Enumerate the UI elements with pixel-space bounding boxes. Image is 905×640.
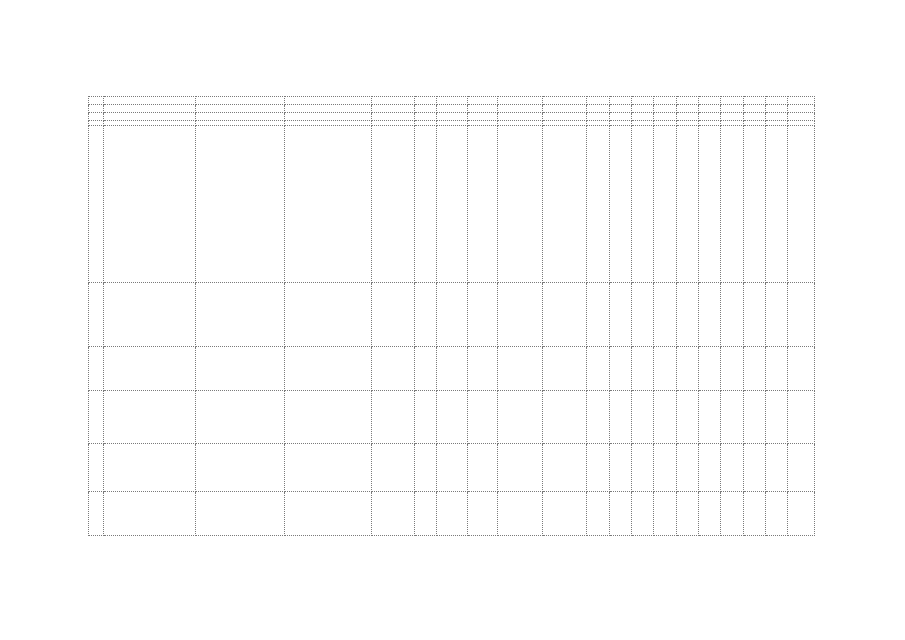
- table-cell: [743, 126, 765, 283]
- table-cell: [609, 283, 631, 347]
- table-cell: [654, 492, 676, 536]
- table-row: [89, 444, 815, 492]
- table-cell: [743, 492, 765, 536]
- table-cell: [372, 113, 415, 121]
- table-cell: [632, 391, 654, 444]
- table-cell: [195, 391, 284, 444]
- table-cell: [699, 391, 721, 444]
- table-cell: [587, 492, 609, 536]
- table-cell: [721, 105, 743, 113]
- table-cell: [699, 126, 721, 283]
- table-cell: [437, 126, 467, 283]
- table-cell: [542, 97, 587, 105]
- table-cell: [654, 347, 676, 391]
- table-cell: [498, 347, 543, 391]
- table-cell: [609, 444, 631, 492]
- table-cell: [788, 283, 815, 347]
- table-cell: [498, 126, 543, 283]
- table-cell: [788, 391, 815, 444]
- table-cell: [788, 105, 815, 113]
- table-cell: [104, 113, 195, 121]
- table-cell: [632, 347, 654, 391]
- table-cell: [609, 391, 631, 444]
- table-cell: [587, 444, 609, 492]
- table-cell: [788, 444, 815, 492]
- table-cell: [467, 126, 497, 283]
- table-cell: [587, 126, 609, 283]
- table-cell: [284, 113, 371, 121]
- table-cell: [542, 113, 587, 121]
- table-cell: [195, 444, 284, 492]
- table-cell: [609, 492, 631, 536]
- data-table: [88, 96, 815, 536]
- table-cell: [609, 113, 631, 121]
- table-cell: [654, 126, 676, 283]
- table-cell: [414, 444, 436, 492]
- table-cell: [467, 283, 497, 347]
- table-cell: [542, 126, 587, 283]
- table-cell: [632, 283, 654, 347]
- table-cell: [104, 126, 195, 283]
- table-cell: [743, 283, 765, 347]
- table-cell: [587, 347, 609, 391]
- table-cell: [372, 391, 415, 444]
- table-cell: [587, 391, 609, 444]
- table-cell: [372, 97, 415, 105]
- table-cell: [284, 283, 371, 347]
- table-cell: [676, 113, 698, 121]
- table-row: [89, 283, 815, 347]
- table-cell: [609, 126, 631, 283]
- table-cell: [437, 113, 467, 121]
- table-cell: [676, 105, 698, 113]
- table-cell: [89, 105, 104, 113]
- table-cell: [788, 126, 815, 283]
- table-row: [89, 126, 815, 283]
- table-cell: [498, 492, 543, 536]
- table-cell: [104, 444, 195, 492]
- table-cell: [587, 97, 609, 105]
- table-cell: [195, 283, 284, 347]
- table-cell: [654, 97, 676, 105]
- table-cell: [284, 444, 371, 492]
- table-row: [89, 347, 815, 391]
- table-cell: [743, 105, 765, 113]
- table-cell: [766, 97, 788, 105]
- table-cell: [542, 283, 587, 347]
- table-cell: [609, 97, 631, 105]
- table-cell: [632, 492, 654, 536]
- table-cell: [587, 283, 609, 347]
- table-cell: [498, 97, 543, 105]
- table-cell: [721, 126, 743, 283]
- table-cell: [654, 113, 676, 121]
- table-cell: [632, 126, 654, 283]
- table-cell: [609, 105, 631, 113]
- table-cell: [437, 97, 467, 105]
- table-cell: [654, 391, 676, 444]
- table-cell: [699, 97, 721, 105]
- table-cell: [542, 347, 587, 391]
- table-cell: [542, 105, 587, 113]
- table-cell: [104, 105, 195, 113]
- table-cell: [284, 391, 371, 444]
- table-row: [89, 391, 815, 444]
- table-cell: [676, 347, 698, 391]
- table-cell: [437, 283, 467, 347]
- table-cell: [743, 347, 765, 391]
- table-cell: [437, 347, 467, 391]
- table-cell: [284, 105, 371, 113]
- table-cell: [766, 105, 788, 113]
- table-cell: [467, 391, 497, 444]
- table-cell: [721, 492, 743, 536]
- table-cell: [676, 283, 698, 347]
- table-cell: [788, 347, 815, 391]
- table-cell: [437, 492, 467, 536]
- table-cell: [609, 347, 631, 391]
- table-cell: [632, 97, 654, 105]
- table-cell: [721, 97, 743, 105]
- table-cell: [587, 113, 609, 121]
- table-cell: [676, 126, 698, 283]
- table-cell: [766, 126, 788, 283]
- table-cell: [414, 126, 436, 283]
- table-cell: [414, 97, 436, 105]
- table-cell: [414, 105, 436, 113]
- table-cell: [788, 97, 815, 105]
- table-cell: [721, 347, 743, 391]
- table-cell: [654, 283, 676, 347]
- table-cell: [284, 347, 371, 391]
- table-cell: [632, 113, 654, 121]
- header-row: [89, 105, 815, 113]
- table-cell: [89, 444, 104, 492]
- table-cell: [89, 391, 104, 444]
- table-cell: [89, 283, 104, 347]
- table-cell: [104, 283, 195, 347]
- table-cell: [372, 105, 415, 113]
- table-cell: [467, 113, 497, 121]
- table-cell: [104, 492, 195, 536]
- table-cell: [372, 444, 415, 492]
- table-cell: [104, 97, 195, 105]
- table-cell: [89, 492, 104, 536]
- table-cell: [104, 347, 195, 391]
- table-cell: [743, 97, 765, 105]
- table-cell: [467, 105, 497, 113]
- table-cell: [699, 444, 721, 492]
- table-cell: [721, 283, 743, 347]
- table-cell: [699, 492, 721, 536]
- table-cell: [766, 347, 788, 391]
- table-cell: [195, 97, 284, 105]
- table-cell: [414, 347, 436, 391]
- table-cell: [654, 444, 676, 492]
- table-cell: [437, 105, 467, 113]
- table-cell: [699, 105, 721, 113]
- table-cell: [414, 391, 436, 444]
- table-cell: [467, 97, 497, 105]
- table-cell: [372, 492, 415, 536]
- table-cell: [542, 444, 587, 492]
- table-cell: [542, 391, 587, 444]
- table-cell: [284, 126, 371, 283]
- table-cell: [414, 283, 436, 347]
- table-cell: [195, 126, 284, 283]
- table-cell: [195, 105, 284, 113]
- table-row: [89, 492, 815, 536]
- table-cell: [743, 444, 765, 492]
- table-cell: [766, 113, 788, 121]
- table-cell: [372, 283, 415, 347]
- header-row: [89, 113, 815, 121]
- table-cell: [676, 97, 698, 105]
- table-cell: [676, 391, 698, 444]
- table-cell: [89, 347, 104, 391]
- table-cell: [467, 444, 497, 492]
- table-cell: [654, 105, 676, 113]
- table-cell: [632, 105, 654, 113]
- table-cell: [699, 113, 721, 121]
- table-cell: [104, 391, 195, 444]
- table-cell: [766, 391, 788, 444]
- table-cell: [414, 113, 436, 121]
- table-cell: [788, 113, 815, 121]
- table-cell: [498, 105, 543, 113]
- table-cell: [195, 113, 284, 121]
- table-cell: [284, 97, 371, 105]
- table-cell: [676, 444, 698, 492]
- table-cell: [284, 492, 371, 536]
- table-cell: [89, 126, 104, 283]
- table-cell: [699, 347, 721, 391]
- table-cell: [721, 391, 743, 444]
- table-cell: [498, 444, 543, 492]
- table-cell: [788, 492, 815, 536]
- table-cell: [195, 492, 284, 536]
- table-cell: [587, 105, 609, 113]
- table-cell: [467, 492, 497, 536]
- table-cell: [766, 283, 788, 347]
- table-cell: [699, 283, 721, 347]
- table-cell: [437, 391, 467, 444]
- table-cell: [676, 492, 698, 536]
- table-cell: [89, 113, 104, 121]
- table-cell: [195, 347, 284, 391]
- table-cell: [743, 391, 765, 444]
- table-cell: [721, 113, 743, 121]
- table-cell: [498, 283, 543, 347]
- table-cell: [632, 444, 654, 492]
- table-cell: [498, 391, 543, 444]
- table-cell: [766, 444, 788, 492]
- table-cell: [89, 97, 104, 105]
- table-cell: [743, 113, 765, 121]
- header-row: [89, 97, 815, 105]
- table-cell: [766, 492, 788, 536]
- table-cell: [721, 444, 743, 492]
- table-cell: [467, 347, 497, 391]
- table-cell: [542, 492, 587, 536]
- table-cell: [498, 113, 543, 121]
- table-cell: [437, 444, 467, 492]
- table-cell: [372, 347, 415, 391]
- table-cell: [372, 126, 415, 283]
- table-cell: [414, 492, 436, 536]
